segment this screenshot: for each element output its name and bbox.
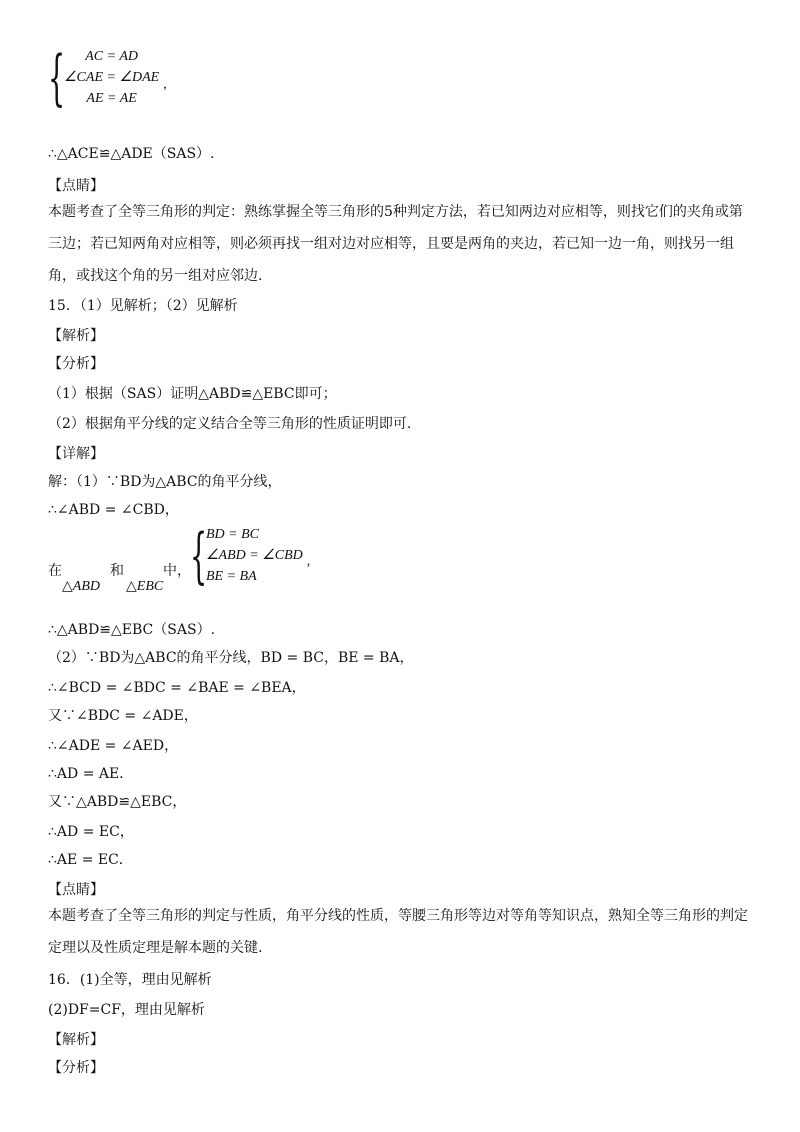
- system-line: AC = AD: [85, 49, 138, 64]
- system-line: ∠CAE = ∠DAE: [64, 70, 160, 85]
- brace: {: [48, 42, 66, 113]
- solution-line: ∴∠BCD = ∠BDC = ∠BAE = ∠BEA，: [48, 680, 306, 696]
- system-tail: ,: [306, 553, 311, 569]
- solution-line: 又∵∠BDC = ∠ADE，: [48, 708, 198, 724]
- question-16-answer: (2)DF=CF，理由见解析: [48, 1002, 205, 1018]
- section-heading: 【点睛】: [48, 178, 104, 194]
- triangle-ebc: △EBC: [126, 579, 164, 594]
- equation-system-1: [48, 42, 167, 113]
- equation-system-2: [190, 520, 311, 591]
- system-line: BD = BC: [206, 527, 259, 542]
- solution-line: ∴△ABD≌△EBC（SAS）.: [48, 622, 216, 638]
- section-heading: 【分析】: [48, 1060, 104, 1076]
- solution-line: ∴∠ADE = ∠AED，: [48, 738, 179, 754]
- analysis-line: （2）根据角平分线的定义结合全等三角形的性质证明即可.: [48, 416, 412, 432]
- text-he: 和: [110, 563, 124, 579]
- system-line: ∠ABD = ∠CBD: [206, 548, 303, 563]
- system-tail: ,: [163, 76, 167, 92]
- section-heading: 【解析】: [48, 328, 104, 344]
- comment-paragraph: 本题考查了全等三角形的判定：熟练掌握全等三角形的5种判定方法，若已知两边对应相等，则找它们的夹角或第三边；若已知两角对应相等，则必须再找一组对边对应相等，且要是两角的夹边，若已知一边一角，则找另一组角，或找这个角的另一组对应邻边.: [48, 204, 743, 284]
- solution-line: ∴AE = EC．: [48, 852, 133, 868]
- solution-line: 又∵△ABD≌△EBC，: [48, 794, 187, 810]
- section-heading: 【分析】: [48, 356, 104, 372]
- solution-line: ∴AD = AE．: [48, 766, 134, 782]
- solution-line: 解：（1）∵BD为△ABC的角平分线，: [48, 474, 282, 490]
- section-heading: 【解析】: [48, 1032, 104, 1048]
- section-heading: 【详解】: [48, 446, 104, 462]
- question-16-answer: 16．(1)全等，理由见解析: [48, 972, 212, 988]
- system-line: AE = AE: [86, 91, 137, 106]
- triangle-abd: △ABD: [62, 579, 100, 594]
- analysis-line: （1）根据（SAS）证明△ABD≌△EBC即可；: [48, 386, 337, 402]
- system-lines: [206, 524, 303, 587]
- solution-line: ∴AD = EC，: [48, 824, 134, 840]
- conclusion-line: ∴△ACE≌△ADE（SAS）.: [48, 146, 215, 162]
- solution-line: ∴∠ABD = ∠CBD，: [48, 502, 179, 518]
- comment-paragraph: 本题考查了全等三角形的判定与性质，角平分线的性质，等腰三角形等边对等角等知识点，熟知全等三角形的判定定理以及性质定理是解本题的关键.: [48, 908, 748, 956]
- system-line: BE = BA: [206, 569, 257, 584]
- system-lines: [64, 46, 159, 109]
- question-15-answer: 15．（1）见解析；（2）见解析: [48, 298, 238, 314]
- text-zhong: 中，: [163, 563, 191, 579]
- brace: {: [190, 520, 208, 591]
- section-heading: 【点睛】: [48, 882, 104, 898]
- text-zai: 在: [48, 563, 62, 579]
- solution-line: （2）∵BD为△ABC的角平分线，BD = BC，BE = BA，: [48, 650, 414, 666]
